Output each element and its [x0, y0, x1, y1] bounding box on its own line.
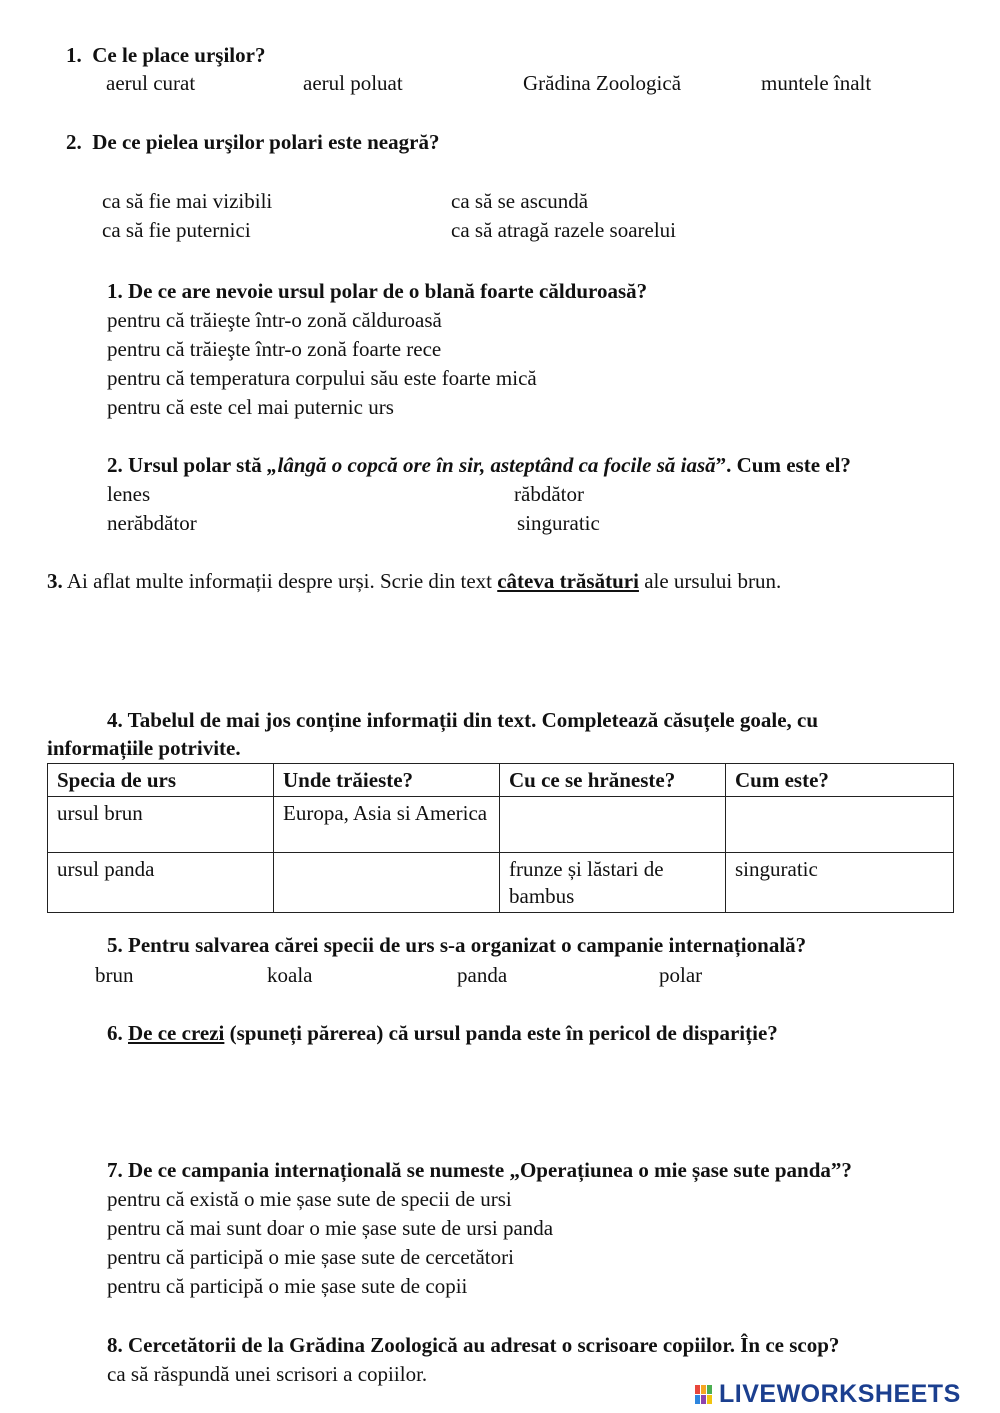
q2-text: De ce pielea urşilor polari este neagră?: [92, 130, 440, 154]
table-header-cell: Specia de urs: [48, 764, 274, 797]
q4-suffix: ”. Cum este el?: [715, 453, 851, 477]
table-row: [48, 797, 954, 853]
q9-option[interactable]: pentru că participă o mie șase sute de cercetători: [107, 1245, 514, 1269]
q3-option[interactable]: pentru că trăieşte într-o zonă călduroasă: [107, 308, 442, 332]
q4-prefix: 2. Ursul polar stă: [107, 453, 268, 477]
q10-option[interactable]: ca să răspundă unei scrisori a copiilor.: [107, 1362, 428, 1386]
q9-option[interactable]: pentru că mai sunt doar o mie șase sute de ursi panda: [107, 1216, 554, 1240]
q10-question: 8. Cercetătorii de la Grădina Zoologică au adresat o scrisoare copiilor. În ce scop?: [107, 1333, 840, 1357]
q6-instruction-line1: 4. Tabelul de mai jos conține informații din text. Completează căsuțele goale, cu: [107, 708, 819, 732]
table-row: [48, 853, 954, 913]
q9-option[interactable]: pentru că participă o mie șase sute de copii: [107, 1274, 468, 1298]
q5-answer-area[interactable]: [47, 600, 953, 690]
q8-number: 6.: [107, 1021, 128, 1045]
q4-question: [107, 455, 851, 476]
q2-question: [66, 132, 439, 153]
q7-option[interactable]: panda: [457, 963, 508, 987]
q5-text-before: Ai aflat multe informații despre urși. Scrie din text: [62, 569, 498, 593]
q4-option[interactable]: răbdător: [514, 482, 584, 506]
q4-option[interactable]: singuratic: [517, 511, 600, 535]
q3-option[interactable]: pentru că trăieşte într-o zonă foarte rece: [107, 337, 442, 361]
q3-question: 1. De ce are nevoie ursul polar de o blană foarte călduroasă?: [107, 279, 648, 303]
q5-question: [47, 571, 781, 592]
q5-text-after: ale ursului brun.: [638, 569, 782, 593]
liveworksheets-logo: [695, 1380, 995, 1408]
q4-option[interactable]: nerăbdător: [107, 511, 197, 535]
q7-option[interactable]: polar: [659, 963, 703, 987]
q1-number: 1.: [66, 43, 82, 67]
q1-text: Ce le place urşilor?: [92, 43, 266, 67]
q8-text-after: (spuneți părerea) că ursul panda este în pericol de dispariție?: [224, 1021, 778, 1045]
q7-option[interactable]: koala: [267, 963, 313, 987]
brand-name: LIVEWORKSHEETS: [719, 1380, 961, 1408]
table-input-cell[interactable]: [726, 797, 954, 853]
table-header-cell: Unde trăieste?: [274, 764, 500, 797]
q8-emphasis: De ce crezi: [128, 1021, 225, 1045]
q1-option[interactable]: Grădina Zoologică: [523, 71, 682, 95]
q4-quote: „lângă o copcă ore în sir, asteptând ca focile să iasă: [267, 453, 716, 477]
table-header-cell: Cu ce se hrăneste?: [500, 764, 726, 797]
q1-option[interactable]: aerul poluat: [303, 71, 403, 95]
q1-option[interactable]: aerul curat: [106, 71, 196, 95]
logo-grid-icon: [695, 1385, 717, 1405]
table-cell: ursul panda: [48, 853, 274, 913]
q3-option[interactable]: pentru că temperatura corpului său este foarte mică: [107, 366, 537, 390]
q5-number: 3.: [47, 569, 63, 593]
q9-option[interactable]: pentru că există o mie șase sute de specii de ursi: [107, 1187, 512, 1211]
info-table: [47, 763, 954, 913]
q3-option[interactable]: pentru că este cel mai puternic urs: [107, 395, 394, 419]
table-cell: singuratic: [726, 853, 954, 913]
q4-option[interactable]: lenes: [107, 482, 151, 506]
q2-option[interactable]: ca să atragă razele soarelui: [451, 218, 677, 242]
q2-option[interactable]: ca să fie mai vizibili: [102, 189, 273, 213]
table-input-cell[interactable]: [274, 853, 500, 913]
table-cell: Europa, Asia si America: [274, 797, 500, 853]
q1-option[interactable]: muntele înalt: [761, 71, 872, 95]
q8-answer-area[interactable]: [47, 1052, 953, 1152]
q7-option[interactable]: brun: [95, 963, 134, 987]
q6-instruction-line2: informațiile potrivite.: [47, 736, 241, 760]
q5-emphasis: câteva trăsături: [497, 569, 639, 593]
q8-question: [107, 1023, 778, 1044]
table-input-cell[interactable]: [500, 797, 726, 853]
q7-question: 5. Pentru salvarea cărei specii de urs s-a organizat o campanie internațională?: [107, 933, 807, 957]
table-header-cell: Cum este?: [726, 764, 954, 797]
q1-question: [66, 45, 265, 66]
table-header-row: [48, 764, 954, 797]
table-cell: frunze și lăstari de bambus: [500, 853, 726, 913]
q2-option[interactable]: ca să fie puternici: [102, 218, 251, 242]
q2-option[interactable]: ca să se ascundă: [451, 189, 589, 213]
table-cell: ursul brun: [48, 797, 274, 853]
q9-question: 7. De ce campania internațională se numeste „Operațiunea o mie șase sute panda”?: [107, 1158, 852, 1182]
q2-number: 2.: [66, 130, 82, 154]
